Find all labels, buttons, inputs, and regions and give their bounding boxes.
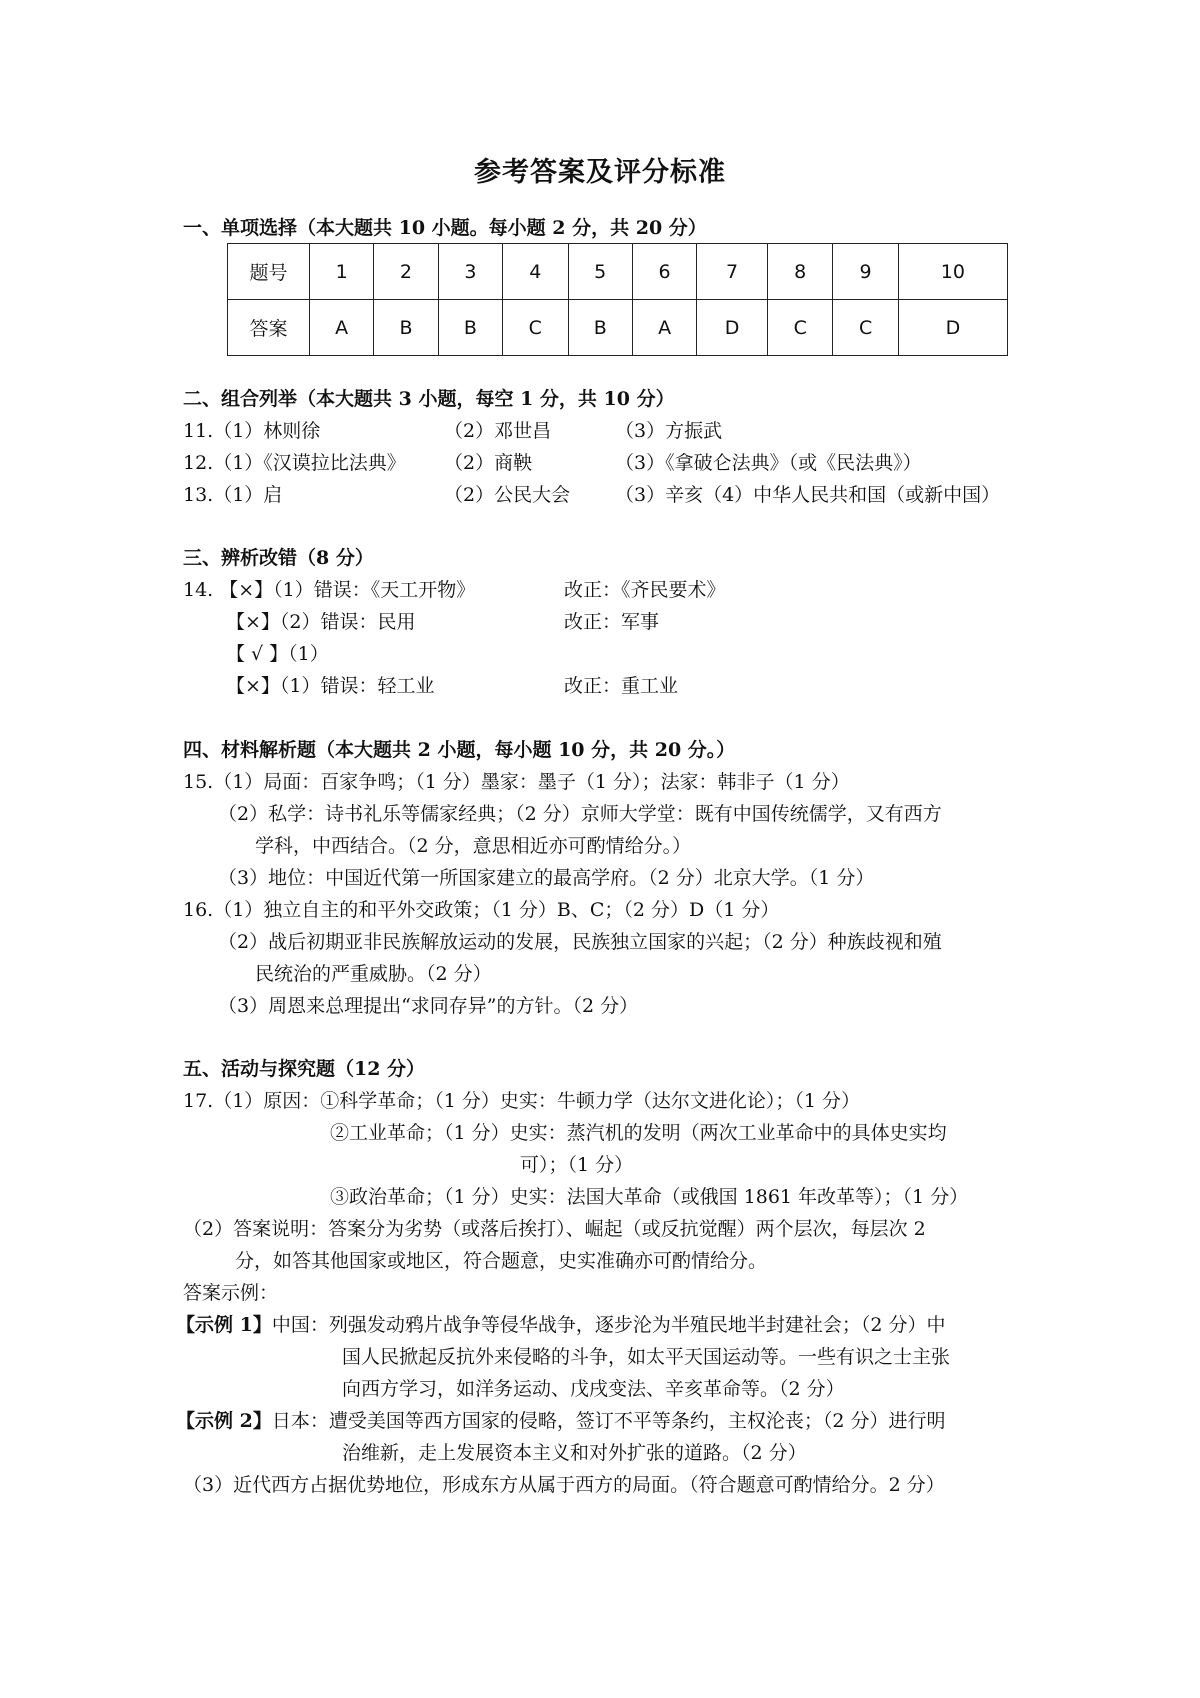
q15-line: 学科，中西结合。（2 分，意思相近亦可酌情给分。）: [255, 835, 692, 857]
q12-part2: （2）商鞅: [444, 452, 533, 474]
q14-line4-fix: 改正：重工业: [564, 675, 679, 697]
section-4-heading: 四、材料解析题（本大题共 2 小题，每小题 10 分，共 20 分。）: [183, 739, 736, 761]
table-cell: 6: [632, 244, 696, 300]
q16-line: 民统治的严重威胁。（2 分）: [255, 963, 492, 985]
row-label-answer: 答案: [228, 300, 310, 356]
example-2-line: [176, 1406, 945, 1433]
q15-line: （2）私学：诗书礼乐等儒家经典；（2 分）京师大学堂：既有中国传统儒学，又有西方: [218, 803, 942, 825]
q11-part3: （3）方振武: [615, 420, 723, 442]
table-cell: 9: [833, 244, 898, 300]
q14-line3: 【 √ 】（1）: [226, 643, 329, 665]
q16-line: 16.（1）独立自主的和平外交政策；（1 分）B、C；（2 分）D（1 分）: [183, 899, 780, 921]
example-1-tag: 【示例 1】: [176, 1314, 272, 1336]
example-2-text: 日本：遭受美国等西方国家的侵略，签订不平等条约，主权沦丧；（2 分）进行明: [271, 1410, 946, 1432]
table-cell: A: [310, 300, 374, 356]
section-2-heading: 二、组合列举（本大题共 3 小题，每空 1 分，共 10 分）: [183, 388, 675, 410]
example-1-line: 向西方学习，如洋务运动、戊戌变法、辛亥革命等。（2 分）: [342, 1378, 845, 1400]
q17-line: ③政治革命；（1 分）史实：法国大革命（或俄国 1861 年改革等）；（1 分）: [330, 1186, 969, 1208]
table-cell: 5: [568, 244, 632, 300]
q17-line: （2）答案说明：答案分为劣势（或落后挨打）、崛起（或反抗觉醒）两个层次，每层次 2: [183, 1218, 926, 1240]
q14-line1-fix: 改正：《齐民要术》: [564, 579, 726, 601]
q13-part1: 13.（1）启: [183, 484, 283, 506]
example-1-line: 国人民掀起反抗外来侵略的斗争，如太平天国运动等。一些有识之士主张: [342, 1346, 951, 1368]
q15-line: （3）地位：中国近代第一所国家建立的最高学府。（2 分）北京大学。（1 分）: [218, 867, 875, 889]
q17-line: 可）；（1 分）: [520, 1154, 634, 1176]
table-cell: D: [697, 300, 768, 356]
table-cell: C: [833, 300, 898, 356]
table-cell: 3: [438, 244, 502, 300]
example-1-text: 中国：列强发动鸦片战争等侵华战争，逐步沦为半殖民地半封建社会；（2 分）中: [271, 1314, 946, 1336]
table-cell: 10: [898, 244, 1007, 300]
example-2-tag: 【示例 2】: [176, 1410, 272, 1432]
example-1-line: [176, 1310, 945, 1337]
table-cell: B: [374, 300, 438, 356]
q14-line1-error: 14. 【×】（1）错误：《天工开物》: [183, 579, 476, 601]
q11-part1: 11.（1）林则徐: [183, 420, 321, 442]
q14-line2-fix: 改正：军事: [564, 611, 660, 633]
q17-line: 分，如答其他国家或地区，符合题意，史实准确亦可酌情给分。: [235, 1250, 768, 1272]
table-cell: 1: [310, 244, 374, 300]
table-cell: 7: [697, 244, 768, 300]
q13-part3: （3）辛亥（4）中华人民共和国（或新中国）: [615, 484, 1001, 506]
table-cell: A: [632, 300, 696, 356]
table-cell: 4: [503, 244, 568, 300]
q17-line: （3）近代西方占据优势地位，形成东方从属于西方的局面。（符合题意可酌情给分。2 分）: [183, 1474, 945, 1496]
table-cell: D: [898, 300, 1007, 356]
q17-line: 17.（1）原因：①科学革命；（1 分）史实：牛顿力学（达尔文进化论）；（1 分）: [183, 1090, 861, 1112]
table-cell: B: [568, 300, 632, 356]
section-5-heading: 五、活动与探究题（12 分）: [183, 1058, 426, 1080]
q17-line: ②工业革命；（1 分）史实：蒸汽机的发明（两次工业革命中的具体史实均: [330, 1122, 947, 1144]
example-2-line: 治维新，走上发展资本主义和对外扩张的道路。（2 分）: [342, 1442, 807, 1464]
q16-line: （2）战后初期亚非民族解放运动的发展，民族独立国家的兴起；（2 分）种族歧视和殖: [218, 931, 942, 953]
q13-part2: （2）公民大会: [444, 484, 571, 506]
section-3-heading: 三、辨析改错（8 分）: [183, 547, 374, 569]
table-row-answers: [228, 300, 1008, 356]
q11-part2: （2）邓世昌: [444, 420, 552, 442]
table-cell: B: [438, 300, 502, 356]
table-cell: C: [503, 300, 568, 356]
table-cell: 2: [374, 244, 438, 300]
section-1-heading: 一、单项选择（本大题共 10 小题。每小题 2 分，共 20 分）: [183, 217, 707, 239]
table-cell: 8: [768, 244, 833, 300]
q12-part1: 12.（1）《汉谟拉比法典》: [183, 452, 406, 474]
q15-line: 15.（1）局面：百家争鸣；（1 分）墨家：墨子（1 分）；法家：韩非子（1 分）: [183, 771, 850, 793]
row-label-question: 题号: [228, 244, 310, 300]
q16-line: （3）周恩来总理提出“求同存异”的方针。（2 分）: [218, 995, 639, 1017]
table-row-numbers: [228, 244, 1008, 300]
q12-part3: （3）《拿破仑法典》（或《民法典》）: [615, 452, 922, 474]
table-cell: C: [768, 300, 833, 356]
q17-line: 答案示例：: [183, 1282, 279, 1304]
page-title: 参考答案及评分标准: [474, 157, 726, 188]
q14-line4-error: 【×】（1）错误：轻工业: [226, 675, 435, 697]
q14-line2-error: 【×】（2）错误：民用: [226, 611, 416, 633]
answer-table: [227, 243, 1008, 356]
